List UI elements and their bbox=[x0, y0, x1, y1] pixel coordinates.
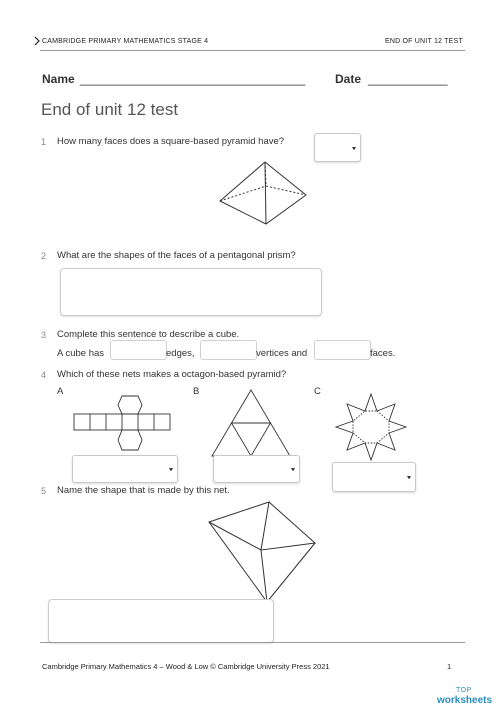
q3-part3: vertices and bbox=[256, 348, 308, 359]
caret-down-icon bbox=[407, 476, 411, 479]
q5-text: Name the shape that is made by this net. bbox=[57, 485, 230, 496]
net-b-figure bbox=[210, 388, 292, 458]
option-c-label: C bbox=[314, 386, 321, 397]
edges-input[interactable] bbox=[110, 340, 167, 360]
q2-answer-box[interactable] bbox=[60, 268, 322, 316]
faces-input[interactable] bbox=[314, 340, 371, 360]
q4-number: 4 bbox=[41, 370, 47, 380]
header-left: CAMBRIDGE PRIMARY MATHEMATICS STAGE 4 bbox=[42, 38, 209, 45]
q3-part4: faces. bbox=[370, 348, 396, 359]
vertices-input[interactable] bbox=[200, 340, 257, 360]
footer-text: Cambridge Primary Mathematics 4 – Wood & Low © Cambridge University Press 2021 bbox=[42, 662, 330, 671]
header-right: END OF UNIT 12 TEST bbox=[385, 38, 463, 45]
q4-text: Which of these nets makes a octagon-based pyramid? bbox=[57, 369, 287, 380]
chevron-right-icon bbox=[33, 36, 41, 46]
q2-text: What are the shapes of the faces of a pentagonal prism? bbox=[57, 250, 296, 261]
q3-part1: A cube has bbox=[57, 348, 105, 359]
q1-answer-dropdown[interactable] bbox=[314, 133, 361, 162]
name-label: Name bbox=[42, 72, 75, 86]
q1-number: 1 bbox=[41, 137, 47, 147]
option-b-label: B bbox=[193, 386, 200, 397]
brand-logo: worksheets bbox=[437, 695, 493, 706]
page-number: 1 bbox=[447, 662, 452, 671]
page-title: End of unit 12 test bbox=[41, 100, 179, 119]
q3-text: Complete this sentence to describe a cube. bbox=[57, 329, 240, 340]
option-a-label: A bbox=[57, 386, 64, 397]
net-c-dropdown[interactable] bbox=[332, 462, 416, 492]
net-a-figure bbox=[72, 392, 172, 458]
q3-number: 3 bbox=[41, 330, 47, 340]
star-net-figure bbox=[205, 500, 317, 604]
date-line: _____________ bbox=[368, 72, 447, 86]
footer-rule bbox=[40, 642, 465, 643]
net-a-dropdown[interactable] bbox=[72, 455, 178, 483]
square-pyramid-figure bbox=[218, 158, 308, 228]
q5-answer-box[interactable] bbox=[48, 599, 274, 643]
net-b-dropdown[interactable] bbox=[213, 455, 300, 483]
name-line: _____________________________________ bbox=[80, 72, 305, 86]
caret-down-icon bbox=[291, 468, 295, 471]
brand-top: TOP bbox=[456, 687, 472, 694]
q5-number: 5 bbox=[41, 486, 47, 496]
header-rule bbox=[40, 50, 465, 51]
q2-number: 2 bbox=[41, 251, 47, 261]
caret-down-icon bbox=[352, 147, 356, 150]
q3-part2: edges, bbox=[166, 348, 195, 359]
net-c-figure bbox=[333, 392, 409, 462]
date-label: Date bbox=[335, 72, 362, 86]
caret-down-icon bbox=[169, 468, 173, 471]
q1-text: How many faces does a square-based pyramid have? bbox=[57, 136, 285, 147]
